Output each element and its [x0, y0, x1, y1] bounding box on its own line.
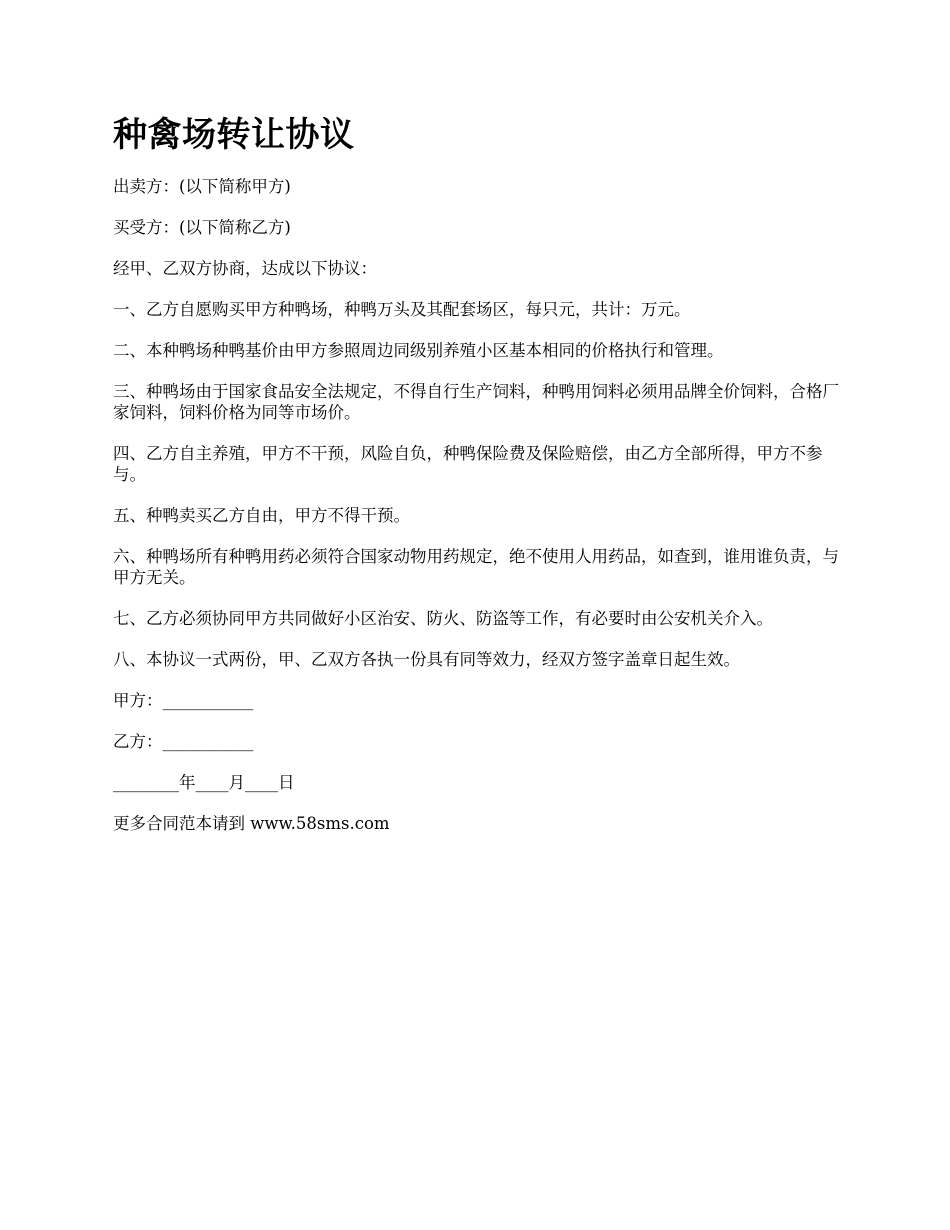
clause-6: 六、种鸭场所有种鸭用药必须符合国家动物用药规定，绝不使用人用药品，如查到，谁用谁负责，与甲方无关。 [113, 547, 839, 587]
signature-party-a: 甲方：___________ [113, 691, 254, 710]
clause-7: 七、乙方必须协同甲方共同做好小区治安、防火、防盗等工作，有必要时由公安机关介入。 [113, 609, 773, 628]
intro-line: 经甲、乙双方协商，达成以下协议： [113, 259, 377, 278]
document-page [113, 110, 853, 854]
footer-text: 更多合同范本请到 www.58sms.com [113, 814, 390, 833]
clause-5: 五、种鸭卖买乙方自由，甲方不得干预。 [113, 506, 410, 525]
date-line: ________年____月____日 [113, 773, 295, 792]
clause-1: 一、乙方自愿购买甲方种鸭场，种鸭万头及其配套场区，每只元，共计：万元。 [113, 300, 691, 319]
document-title: 种禽场转让协议 [113, 115, 355, 155]
clause-4: 四、乙方自主养殖，甲方不干预，风险自负，种鸭保险费及保险赔偿，由乙方全部所得，甲方不参与。 [113, 444, 823, 484]
clause-3: 三、种鸭场由于国家食品安全法规定，不得自行生产饲料，种鸭用饲料必须用品牌全价饲料，合格厂家饲料，饲料价格为同等市场价。 [113, 382, 839, 422]
seller-line: 出卖方：(以下简称甲方) [113, 177, 291, 196]
buyer-line: 买受方：(以下简称乙方) [113, 218, 291, 237]
clause-8: 八、本协议一式两份，甲、乙双方各执一份具有同等效力，经双方签字盖章日起生效。 [113, 650, 740, 669]
clause-2: 二、本种鸭场种鸭基价由甲方参照周边同级别养殖小区基本相同的价格执行和管理。 [113, 341, 724, 360]
signature-party-b: 乙方：___________ [113, 732, 254, 751]
